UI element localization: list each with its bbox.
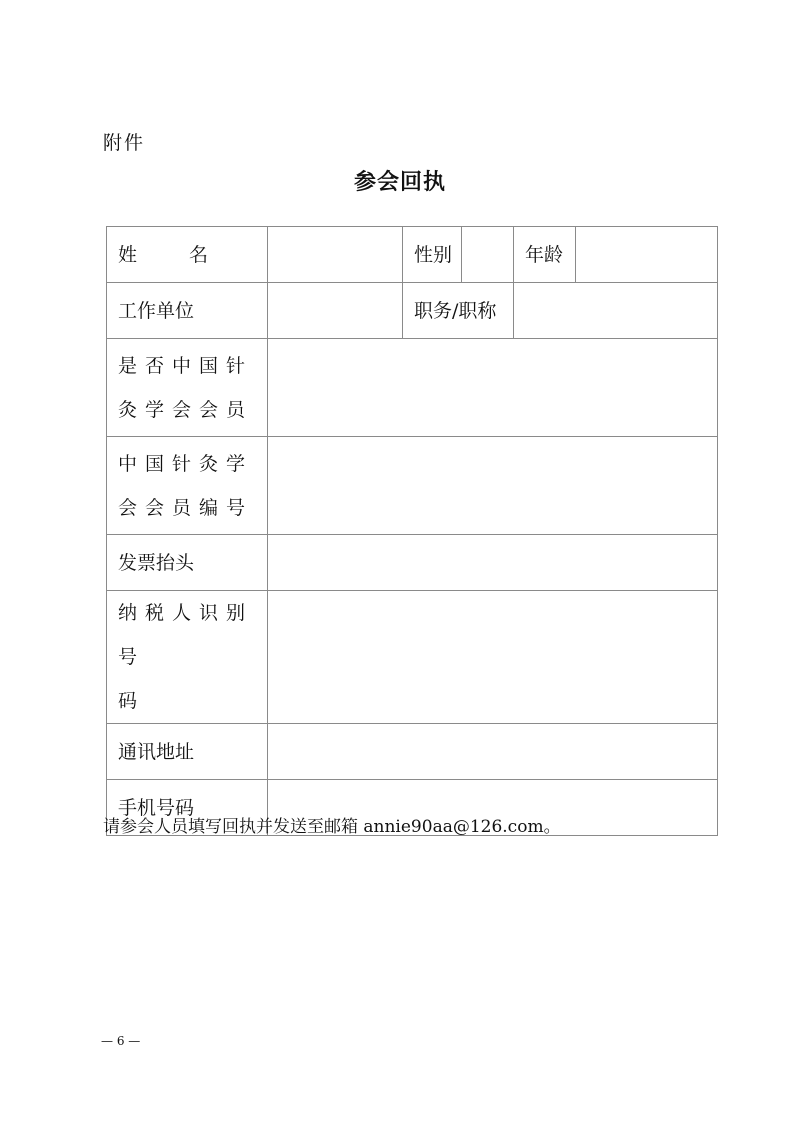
form-title: 参会回执: [353, 170, 446, 195]
age-field[interactable]: [576, 227, 718, 283]
member-question-field[interactable]: [268, 339, 718, 437]
address-field[interactable]: [268, 724, 718, 780]
name-field[interactable]: [268, 227, 403, 283]
address-label: 通讯地址: [107, 724, 268, 780]
table-row-name: [107, 227, 718, 283]
work-unit-label: 工作单位: [107, 283, 268, 339]
taxpayer-id-line1: 纳税人识别号: [118, 602, 254, 668]
table-row-taxpayer-id: [107, 591, 718, 724]
member-number-label: [107, 437, 268, 535]
position-label: 职务/职称: [403, 283, 514, 339]
gender-field[interactable]: [462, 227, 514, 283]
gender-label: 性别: [403, 227, 462, 283]
phone-label: 手机号码: [107, 780, 268, 836]
invoice-title-label: 发票抬头: [107, 535, 268, 591]
name-label-part1: 姓: [118, 243, 138, 266]
submission-note: 请参会人员填写回执并发送至邮箱 annie90aa@126.com。: [103, 817, 561, 837]
page-number: — 6 —: [101, 1034, 141, 1048]
taxpayer-id-field[interactable]: [268, 591, 718, 724]
invoice-title-field[interactable]: [268, 535, 718, 591]
member-number-line1: 中国针灸学: [118, 452, 254, 475]
name-label-part2: 名: [189, 243, 209, 266]
name-label: [107, 227, 268, 283]
member-question-line1: 是否中国针: [118, 354, 254, 377]
attachment-label: 附件: [103, 132, 146, 154]
table-row-member-question: [107, 339, 718, 437]
member-number-field[interactable]: [268, 437, 718, 535]
position-field[interactable]: [514, 283, 718, 339]
member-number-line2: 会会员编号: [118, 496, 254, 519]
taxpayer-id-label: [107, 591, 268, 724]
work-unit-field[interactable]: [268, 283, 403, 339]
member-question-line2: 灸学会会员: [118, 398, 254, 421]
registration-form-table: [106, 226, 718, 836]
table-row-work-unit: [107, 283, 718, 339]
age-label: 年龄: [514, 227, 576, 283]
taxpayer-id-line2: 码: [118, 690, 146, 712]
table-row-invoice-title: [107, 535, 718, 591]
table-row-member-number: [107, 437, 718, 535]
member-question-label: [107, 339, 268, 437]
table-row-address: [107, 724, 718, 780]
